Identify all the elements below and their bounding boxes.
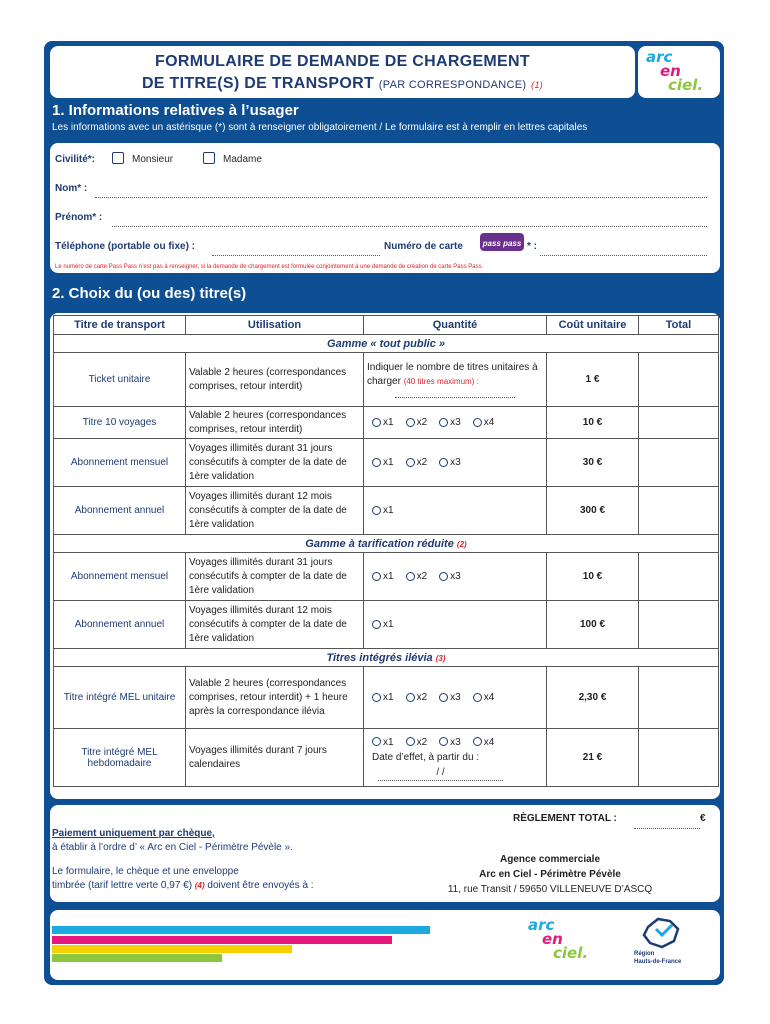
row-price: 21 € — [547, 729, 639, 787]
row-name: Titre intégré MEL unitaire — [54, 667, 186, 729]
col-header-cout: Coût unitaire — [547, 316, 639, 335]
col-header-total: Total — [639, 316, 719, 335]
radio-x4[interactable]: x4 — [473, 735, 495, 750]
radio-x3[interactable]: x3 — [439, 571, 461, 582]
radio-x1[interactable]: x1 — [372, 619, 394, 630]
table-row — [54, 667, 719, 729]
row-name: Abonnement mensuel — [54, 553, 186, 601]
radio-x1[interactable]: x1 — [372, 692, 394, 703]
row-price: 10 € — [547, 553, 639, 601]
radio-x3[interactable]: x3 — [439, 457, 461, 468]
row-price: 2,30 € — [547, 667, 639, 729]
qty-options — [364, 407, 547, 439]
row-price: 30 € — [547, 439, 639, 487]
table-row — [54, 487, 719, 535]
row-usage: Valable 2 heures (correspondances comprises, retour interdit) — [186, 407, 364, 439]
row-total[interactable] — [639, 729, 719, 787]
region-label-1: Région — [634, 951, 655, 957]
telephone-field[interactable] — [212, 254, 380, 256]
title-line-2: DE TITRE(S) DE TRANSPORT (PAR CORRESPONDANCE) (1) — [141, 75, 544, 92]
passpass-card-icon: pass pass — [480, 233, 524, 251]
radio-x1[interactable]: x1 — [372, 505, 394, 516]
madame-checkbox[interactable] — [203, 152, 215, 164]
row-total[interactable] — [639, 601, 719, 649]
radio-x3[interactable]: x3 — [439, 417, 461, 428]
qty-options — [364, 667, 547, 729]
radio-x3[interactable]: x3 — [439, 692, 461, 703]
radio-x2[interactable]: x2 — [406, 735, 428, 750]
table-row — [54, 353, 719, 407]
row-total[interactable] — [639, 487, 719, 535]
radio-x1[interactable]: x1 — [372, 571, 394, 582]
row-usage: Voyages illimités durant 12 mois consécutifs à compter de la date de 1ère validation — [186, 487, 364, 535]
radio-x3[interactable]: x3 — [439, 735, 461, 750]
stripe-yellow — [52, 945, 292, 953]
qty-options — [364, 729, 547, 787]
row-usage: Voyages illimités durant 31 jours consécutifs à compter de la date de 1ère validation — [186, 439, 364, 487]
qty-cell: Indiquer le nombre de titres unitaires à charger (40 titres maximum) : — [364, 353, 547, 407]
passpass-note: Le numéro de carte Pass Pass n’est pas à renseigner, si la demande de chargement est formulée conjointement à une demande de création de carte Pass Pass. — [55, 264, 484, 270]
madame-label: Madame — [223, 154, 262, 165]
logo-word-en: en — [660, 62, 681, 80]
send-line-1: Le formulaire, le chèque et une enveloppe — [52, 866, 239, 877]
qty-options — [364, 553, 547, 601]
radio-x1[interactable]: x1 — [372, 735, 394, 750]
radio-x1[interactable]: x1 — [372, 457, 394, 468]
row-total[interactable] — [639, 439, 719, 487]
agency-name: Arc en Ciel - Périmètre Pévèle — [479, 869, 621, 880]
row-usage: Valable 2 heures (correspondances comprises, retour interdit) + 1 heure après la correspondance ilévia — [186, 667, 364, 729]
radio-x2[interactable]: x2 — [406, 571, 428, 582]
table-row — [54, 439, 719, 487]
nom-field[interactable] — [95, 196, 707, 198]
stripe-magenta — [52, 936, 392, 944]
radio-x4[interactable]: x4 — [473, 417, 495, 428]
row-usage: Voyages illimités durant 12 mois consécutifs à compter de la date de 1ère validation — [186, 601, 364, 649]
agency-title: Agence commerciale — [499, 854, 601, 865]
prenom-label: Prénom* : — [55, 212, 103, 223]
gamme-titres-integres: Titres intégrés ilévia (3) — [54, 649, 719, 667]
table-row — [54, 729, 719, 787]
logo-word-arc: arc — [646, 48, 673, 66]
footer-logo-en: en — [542, 930, 563, 948]
prenom-field[interactable] — [112, 225, 707, 227]
payment-title: Paiement uniquement par chèque, — [52, 828, 215, 839]
table-row — [54, 553, 719, 601]
row-usage: Voyages illimités durant 7 jours calendaires — [186, 729, 364, 787]
table-row — [54, 601, 719, 649]
row-price: 100 € — [547, 601, 639, 649]
region-label-2: Hauts-de-France — [634, 959, 682, 965]
date-label: Date d’effet, à partir du : — [372, 751, 480, 763]
row-name: Ticket unitaire — [54, 353, 186, 407]
table-row — [54, 407, 719, 439]
row-price: 10 € — [547, 407, 639, 439]
qty-options — [364, 439, 547, 487]
row-name: Titre 10 voyages — [54, 407, 186, 439]
radio-x4[interactable]: x4 — [473, 692, 495, 703]
col-header-titre: Titre de transport — [54, 316, 186, 335]
radio-x2[interactable]: x2 — [406, 692, 428, 703]
footer-logo-ciel: ciel. — [553, 944, 589, 962]
total-currency: € — [700, 813, 706, 824]
section1-heading: 1. Informations relatives à l’usager — [52, 102, 299, 119]
row-total[interactable] — [639, 667, 719, 729]
title-panel — [50, 46, 635, 98]
radio-x2[interactable]: x2 — [406, 457, 428, 468]
civilite-label: Civilité*: — [55, 154, 96, 165]
monsieur-label: Monsieur — [132, 154, 174, 165]
qty-input[interactable] — [395, 397, 515, 398]
logo-word-ciel: ciel. — [668, 76, 704, 94]
row-usage: Valable 2 heures (correspondances comprises, retour interdit) — [186, 353, 364, 407]
section2-heading: 2. Choix du (ou des) titre(s) — [52, 285, 247, 302]
row-total[interactable] — [639, 553, 719, 601]
row-price: 300 € — [547, 487, 639, 535]
total-label: RÈGLEMENT TOTAL : — [513, 813, 617, 824]
gamme-tarification-reduite: Gamme à tarification réduite (2) — [54, 535, 719, 553]
title-line-1: FORMULAIRE DE DEMANDE DE CHARGEMENT — [155, 53, 530, 70]
logo-panel — [638, 46, 720, 98]
telephone-label: Téléphone (portable ou fixe) : — [55, 241, 196, 252]
monsieur-checkbox[interactable] — [112, 152, 124, 164]
col-header-utilisation: Utilisation — [186, 316, 364, 335]
stripe-cyan — [52, 926, 430, 934]
row-name: Abonnement annuel — [54, 601, 186, 649]
send-line-2: timbrée (tarif lettre verte 0,97 €) (4) doivent être envoyés à : — [52, 880, 314, 891]
numero-carte-label: Numéro de carte — [384, 241, 463, 252]
region-logo-icon — [640, 915, 684, 951]
numero-carte-suffix: * : — [527, 241, 537, 252]
titles-table — [53, 315, 719, 787]
section1-subtitle: Les informations avec un astérisque (*) sont à renseigner obligatoirement / Le formulaire est à remplir en lettres capitales — [52, 122, 588, 133]
radio-x1[interactable]: x1 — [372, 417, 394, 428]
stripe-green — [52, 954, 222, 962]
radio-x2[interactable]: x2 — [406, 417, 428, 428]
numero-carte-field[interactable] — [540, 254, 707, 256]
qty-options — [364, 487, 547, 535]
payment-order: à établir à l’ordre d’ « Arc en Ciel - Périmètre Pévèle ». — [52, 842, 293, 853]
qty-options — [364, 601, 547, 649]
footer-logo-arc: arc — [528, 916, 555, 934]
row-name: Abonnement mensuel — [54, 439, 186, 487]
row-total[interactable] — [639, 353, 719, 407]
total-field[interactable] — [634, 827, 700, 829]
gamme-tout-public: Gamme « tout public » — [54, 335, 719, 353]
row-name: Abonnement annuel — [54, 487, 186, 535]
nom-label: Nom* : — [55, 183, 88, 194]
row-name: Titre intégré MEL hebdomadaire — [54, 729, 186, 787]
row-usage: Voyages illimités durant 31 jours consécutifs à compter de la date de 1ère validation — [186, 553, 364, 601]
agency-address: 11, rue Transit / 59650 VILLENEUVE D’ASCQ — [447, 884, 653, 895]
col-header-quantite: Quantité — [364, 316, 547, 335]
row-total[interactable] — [639, 407, 719, 439]
date-input[interactable]: / / — [378, 765, 503, 781]
row-price: 1 € — [547, 353, 639, 407]
